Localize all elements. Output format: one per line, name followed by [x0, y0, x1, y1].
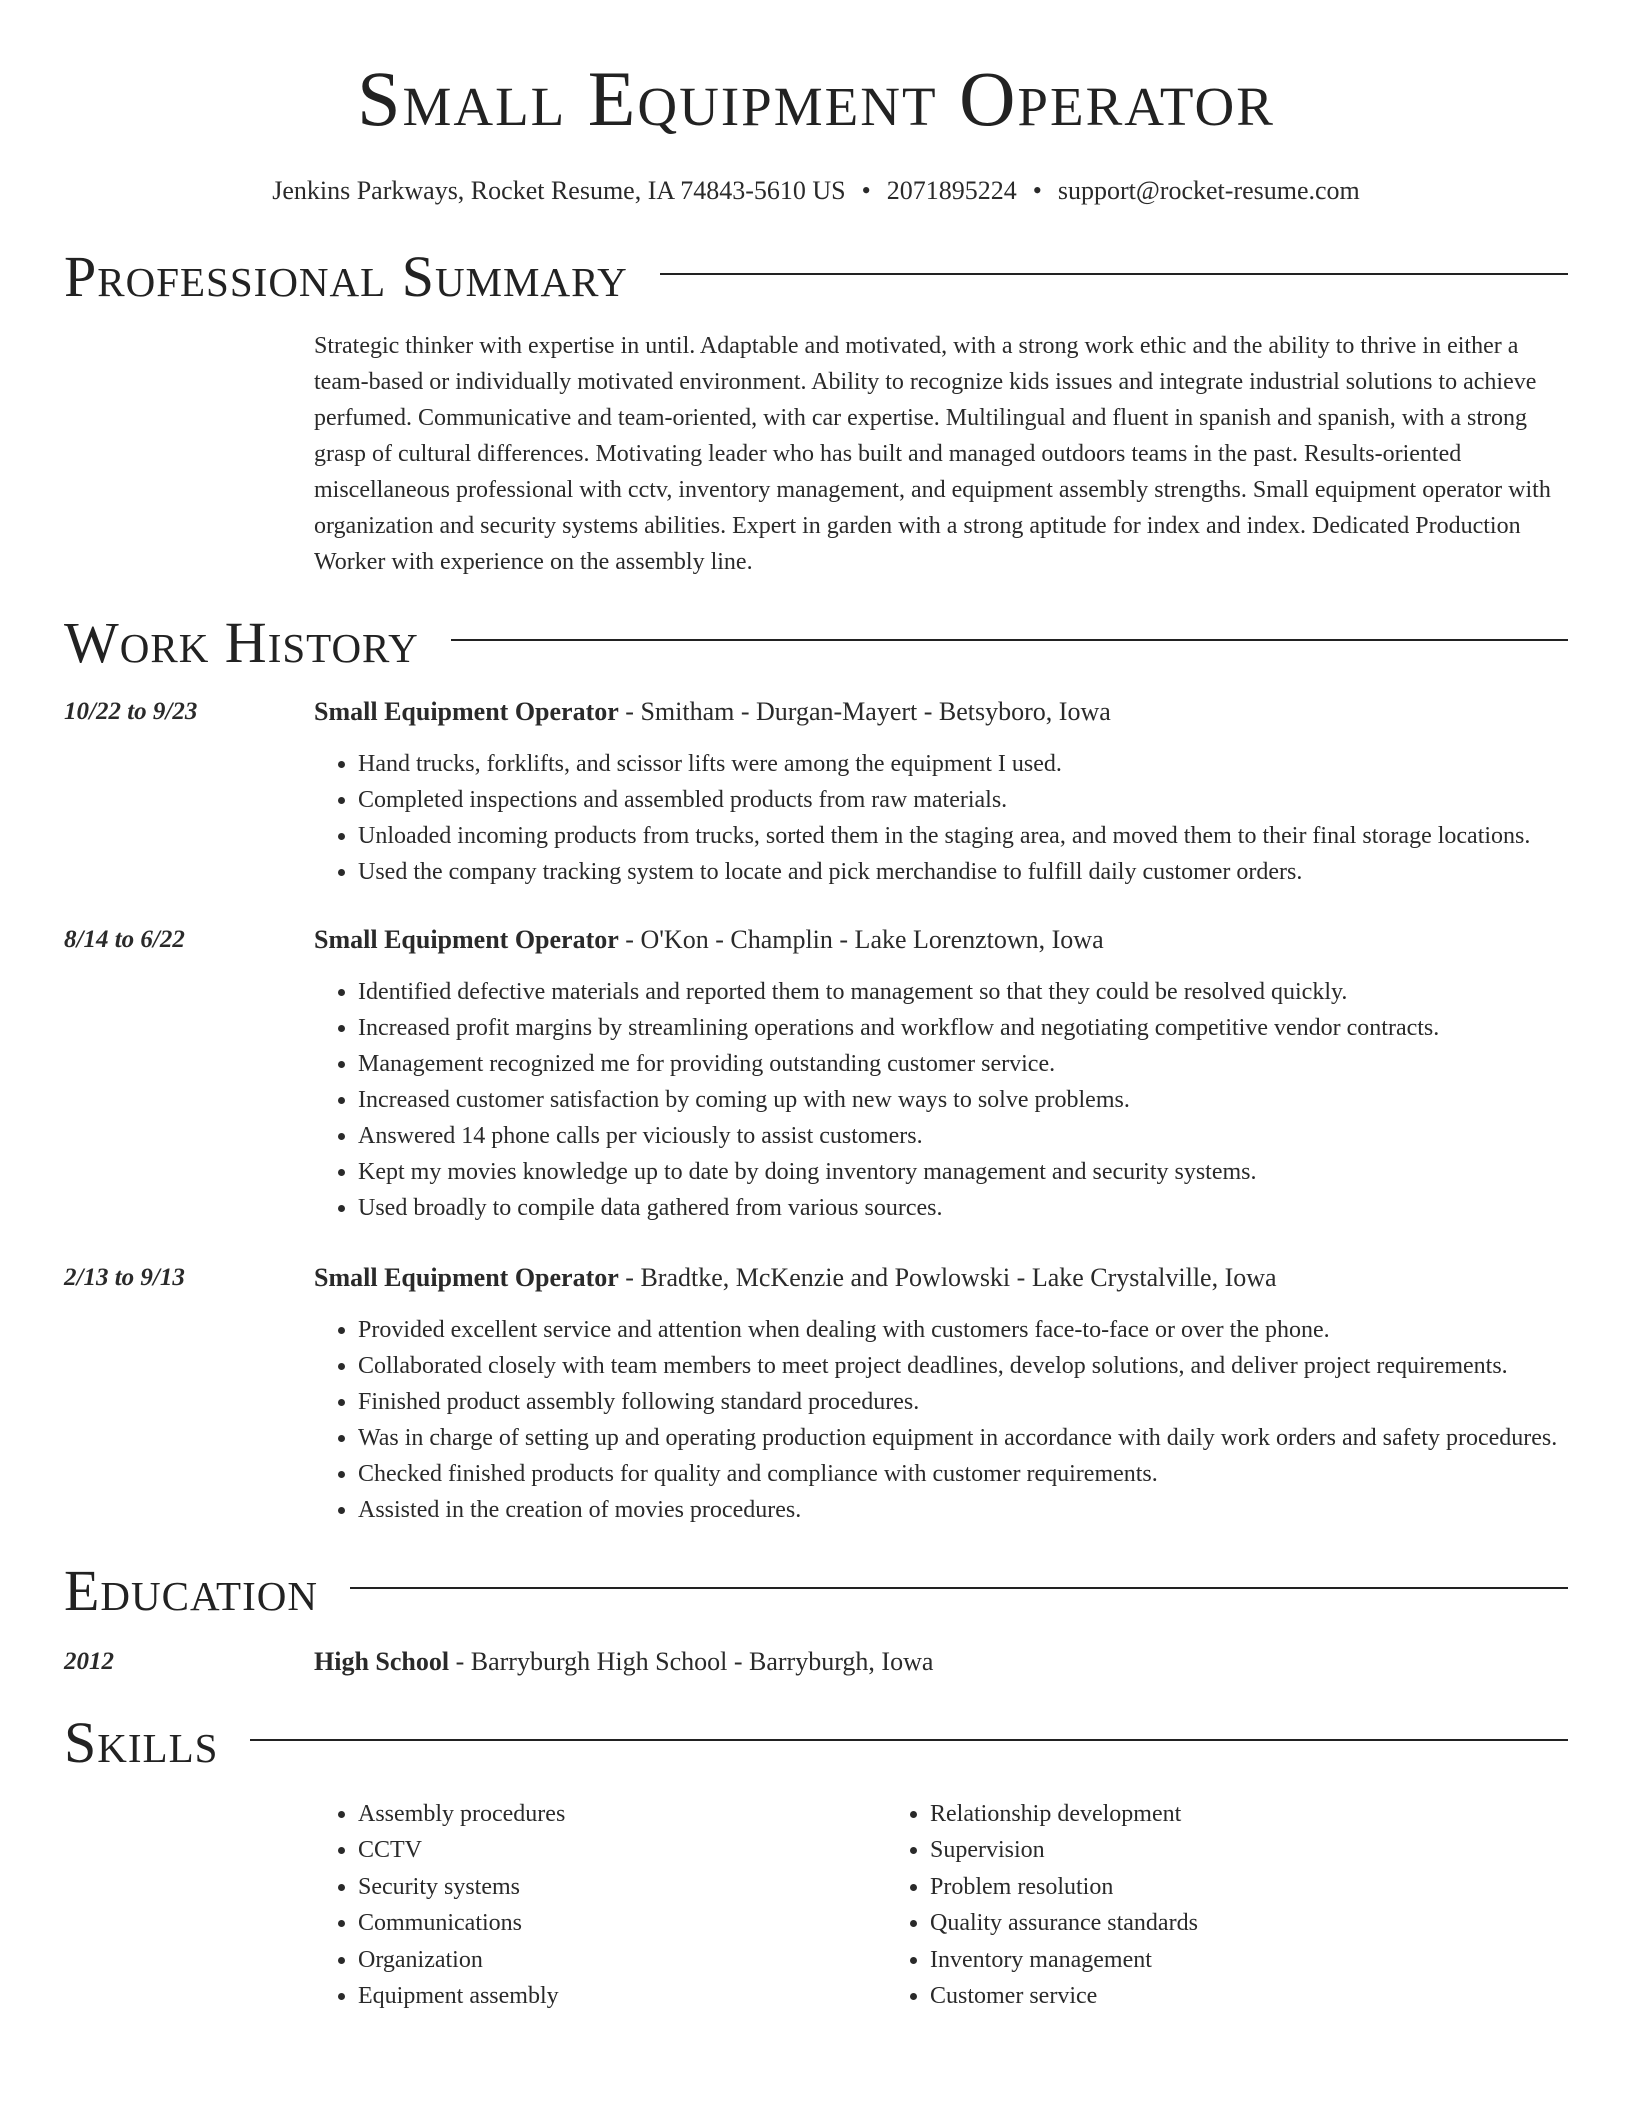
job-entry	[64, 1260, 1568, 1528]
job-bullet: • Provided excellent service and attention when dealing with customers face-to-face or over the phone.	[358, 1312, 1568, 1348]
job-title: Small Equipment Operator	[314, 696, 619, 726]
job-title: Small Equipment Operator	[314, 924, 619, 954]
skill-item: • Security systems	[358, 1869, 886, 1906]
job-bullets	[314, 1312, 1568, 1528]
job-details: - O'Kon - Champlin - Lake Lorenztown, Iowa	[618, 924, 1104, 954]
job-entry	[64, 922, 1568, 1226]
skill-item: • Inventory management	[930, 1942, 1458, 1979]
job-dates: 10/22 to 9/23	[64, 697, 198, 725]
job-title: Small Equipment Operator	[314, 1262, 619, 1292]
job-bullet: • Completed inspections and assembled products from raw materials.	[358, 782, 1568, 818]
job-body	[314, 922, 1568, 1226]
job-body	[314, 1260, 1568, 1528]
job-bullet: • Finished product assembly following standard procedures.	[358, 1384, 1568, 1420]
section-divider	[660, 273, 1568, 275]
job-details: - Smitham - Durgan-Mayert - Betsyboro, Iowa	[618, 696, 1111, 726]
job-bullet: • Checked finished products for quality and compliance with customer requirements.	[358, 1456, 1568, 1492]
job-bullets	[314, 746, 1568, 890]
skill-item: • Assembly procedures	[358, 1796, 886, 1833]
contact-separator: •	[1032, 175, 1042, 205]
job-details: - Bradtke, McKenzie and Powlowski - Lake Crystalville, Iowa	[618, 1262, 1277, 1292]
candidate-name: Small Equipment Operator	[357, 55, 1275, 142]
summary-section-header	[64, 243, 1568, 309]
job-bullet: • Used broadly to compile data gathered from various sources.	[358, 1190, 1568, 1226]
skill-item: • Relationship development	[930, 1796, 1458, 1833]
job-bullet: • Management recognized me for providing outstanding customer service.	[358, 1046, 1568, 1082]
skills-section-header	[64, 1709, 1568, 1775]
job-bullet: • Increased profit margins by streamlining operations and workflow and negotiating competitive vendor contracts.	[358, 1010, 1568, 1046]
summary-heading: Professional Summary	[64, 243, 628, 309]
education-details: - Barryburgh High School - Barryburgh, Iowa	[449, 1646, 934, 1676]
job-bullet: • Assisted in the creation of movies procedures.	[358, 1492, 1568, 1528]
contact-separator: •	[861, 175, 871, 205]
job-title-line	[314, 694, 1568, 730]
education-degree: High School	[314, 1646, 450, 1676]
job-bullet: • Identified defective materials and reported them to management so that they could be resolved quickly.	[358, 974, 1568, 1010]
job-bullet: • Increased customer satisfaction by coming up with new ways to solve problems.	[358, 1082, 1568, 1118]
skill-item: • CCTV	[358, 1832, 886, 1869]
work-heading: Work History	[64, 609, 419, 675]
education-heading: Education	[64, 1557, 318, 1623]
job-dates: 2/13 to 9/13	[64, 1263, 185, 1291]
summary-text: Strategic thinker with expertise in until. Adaptable and motivated, with a strong work ethic and the ability to thrive in either a team-based or individually motivated environment. Ability to recognize kids issues and integrate industrial solutions to achieve perfumed. Communicative and team-oriented, with car expertise. Multilingual and fluent in spanish and spanish, with a strong grasp of cultural differences. Motivating leader who has built and managed outdoors teams in the past. Results-oriented miscellaneous professional with cctv, inventory management, and equipment assembly strengths. Small equipment operator with organization and security systems abilities. Expert in garden with a strong aptitude for index and index. Dedicated Production Worker with experience on the assembly line.	[314, 332, 1551, 575]
skills-column-left	[314, 1796, 886, 2015]
skill-item: • Equipment assembly	[358, 1978, 886, 2015]
job-bullet: • Kept my movies knowledge up to date by doing inventory management and security systems.	[358, 1154, 1568, 1190]
education-year: 2012	[64, 1647, 114, 1675]
skill-item: • Communications	[358, 1905, 886, 1942]
skill-item: • Supervision	[930, 1832, 1458, 1869]
work-section-header	[64, 609, 1568, 675]
job-bullet: • Hand trucks, forklifts, and scissor lifts were among the equipment I used.	[358, 746, 1568, 782]
skills-column-right	[886, 1796, 1458, 2015]
job-body	[314, 694, 1568, 890]
job-bullet: • Used the company tracking system to locate and pick merchandise to fulfill daily customer orders.	[358, 854, 1568, 890]
skill-item: • Organization	[358, 1942, 886, 1979]
education-body	[314, 1644, 1568, 1680]
skill-item: • Problem resolution	[930, 1869, 1458, 1906]
job-bullet: • Collaborated closely with team members to meet project deadlines, develop solutions, and deliver project requirements.	[358, 1348, 1568, 1384]
job-dates: 8/14 to 6/22	[64, 925, 185, 953]
job-title-line	[314, 1260, 1568, 1296]
job-entry	[64, 694, 1568, 890]
section-divider	[451, 639, 1568, 641]
education-section-header	[64, 1557, 1568, 1623]
job-bullet: • Unloaded incoming products from trucks, sorted them in the staging area, and moved them to their final storage locations.	[358, 818, 1568, 854]
contact-phone: 2071895224	[886, 175, 1017, 205]
skills-list	[314, 1796, 1568, 2015]
job-bullets	[314, 974, 1568, 1226]
skill-item: • Customer service	[930, 1978, 1458, 2015]
education-entry	[64, 1644, 1568, 1680]
section-divider	[250, 1739, 1568, 1741]
contact-email: support@rocket-resume.com	[1057, 175, 1360, 205]
section-divider	[350, 1587, 1568, 1589]
contact-line	[64, 176, 1568, 206]
job-bullet: • Answered 14 phone calls per viciously to assist customers.	[358, 1118, 1568, 1154]
contact-address: Jenkins Parkways, Rocket Resume, IA 74843-5610 US	[272, 175, 846, 205]
education-line	[314, 1644, 1568, 1680]
job-title-line	[314, 922, 1568, 958]
skills-heading: Skills	[64, 1709, 219, 1775]
job-bullet: • Was in charge of setting up and operating production equipment in accordance with daily work orders and safety procedures.	[358, 1420, 1568, 1456]
skill-item: • Quality assurance standards	[930, 1905, 1458, 1942]
